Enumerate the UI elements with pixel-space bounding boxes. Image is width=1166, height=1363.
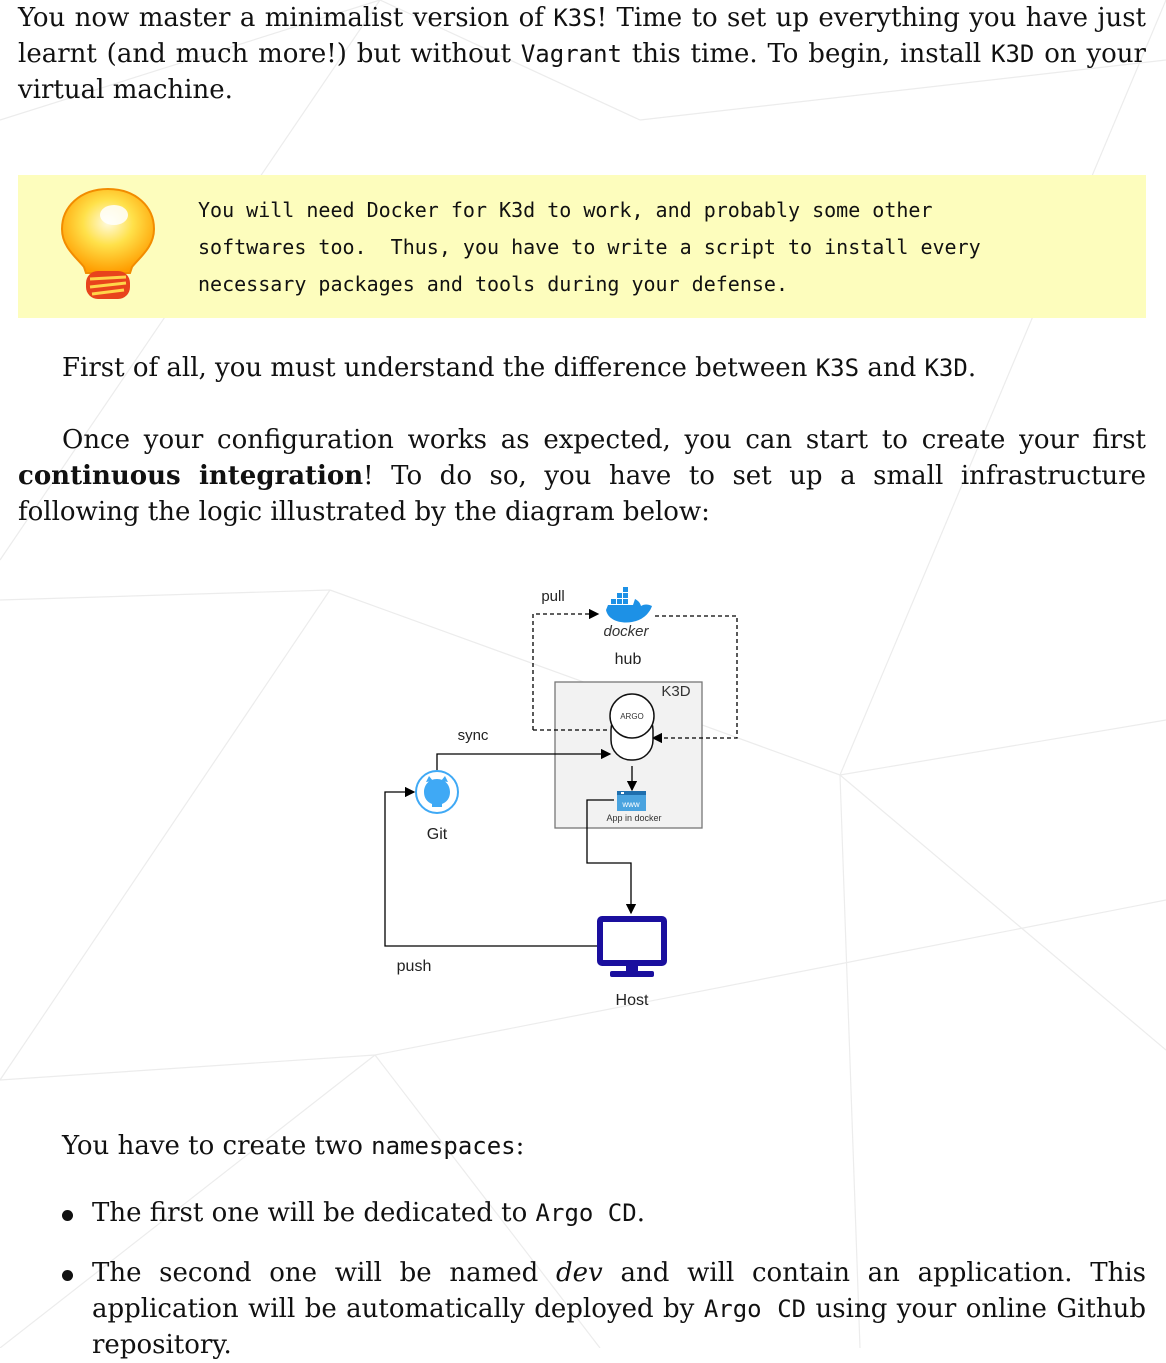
lightbulb-icon bbox=[58, 185, 158, 303]
code-namespaces: namespaces bbox=[371, 1132, 516, 1160]
tip-box bbox=[18, 175, 1146, 318]
list-item: The first one will be dedicated to Argo CD. bbox=[62, 1195, 1146, 1231]
ci-paragraph: Once your configuration works as expected, you can start to create your first continuous integration! To do so, you have to set up a small infrastructure following the logic illustrated by the diagram below: bbox=[18, 425, 1146, 527]
sync-label: sync bbox=[457, 727, 489, 744]
list-item: The second one will be named dev and will contain an application. This application will be automatically deployed by Argo CD using your online Github repository. bbox=[62, 1255, 1146, 1363]
code-k3s: K3S bbox=[553, 4, 597, 32]
argo-icon bbox=[610, 694, 654, 760]
www-label: www bbox=[622, 800, 640, 809]
docker-whale-icon bbox=[606, 587, 652, 623]
app-label: App in docker bbox=[606, 813, 662, 823]
github-icon bbox=[416, 771, 458, 813]
git-label: Git bbox=[426, 826, 448, 843]
intro-paragraph: You now master a minimalist version of K3S! Time to set up everything you have just learnt (and much more!) but without Vagrant this time. To begin, install K3D on your virtual machine. bbox=[18, 3, 1146, 105]
pull-label: pull bbox=[541, 588, 565, 605]
push-label: push bbox=[396, 958, 432, 975]
code-vagrant: Vagrant bbox=[520, 40, 622, 68]
bullet-dot bbox=[62, 1270, 73, 1281]
docker-label: docker bbox=[603, 623, 649, 640]
tip-text: You will need Docker for K3d to work, and probably some other softwares too. Thus, you have to write a script to install every necessary packages and tools during your defense. bbox=[198, 198, 981, 296]
host-label: Host bbox=[615, 992, 649, 1009]
hub-label: hub bbox=[614, 651, 642, 668]
monitor-icon bbox=[600, 919, 664, 977]
k3d-label: K3D bbox=[661, 683, 691, 700]
ci-bold-term: continuous integration bbox=[18, 461, 364, 491]
namespace-list bbox=[62, 1195, 1146, 1363]
code-k3d: K3D bbox=[991, 40, 1035, 68]
namespaces-paragraph: You have to create two namespaces: bbox=[62, 1131, 525, 1161]
dev-namespace-name: dev bbox=[556, 1258, 603, 1288]
ci-diagram bbox=[370, 580, 750, 1020]
argo-label: ARGO bbox=[620, 712, 644, 721]
difference-paragraph: First of all, you must understand the difference between K3S and K3D. bbox=[62, 353, 977, 383]
code-argo-cd: Argo CD bbox=[535, 1199, 637, 1227]
bullet-dot bbox=[62, 1210, 73, 1221]
code-argo-cd: Argo CD bbox=[703, 1295, 807, 1323]
